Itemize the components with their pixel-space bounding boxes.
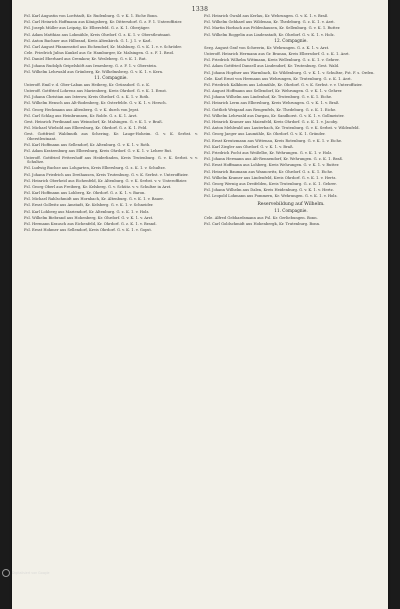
roster-entry: Fsl. Karl Lohberg aus Mariendorf, Kr. Altenburg. G. z. K. 1. v. Holz. [24, 209, 150, 214]
roster-entry: Cele. Alfred Gebhardsmann aus Fsl. Kr. Gerliebungen. Bonn. [204, 216, 318, 221]
roster-entry: Fsl. Georg Jaeger aus Laumühle, Kr. Ohrdorf. G. v. K. 1. Gründer. [204, 132, 326, 137]
roster-entry: Fsl. Wilhelm Kramer aus Lindenfeld, Kreis Ohrdorf. G. v. K. 1. v. Hertz. [204, 175, 337, 180]
roster-entry: Fsl. Karl Hoffmann aus Lohberg, Kr. Ohrdorf. G. z. K. 1. v. Baron. [24, 191, 146, 196]
roster-entry: Fsl. Ernst Kreutzmann aus Wittenau, Kreis Rotenburg. G. v. K. 1. v. Eiche. [204, 138, 343, 143]
section-heading: 12. Compagnie. [274, 38, 308, 44]
roster-entry: Fsl. Wilhelm Hensch aus Alt-Bodenberg, Kr. Osterfelde. G. v. K. 1. v. Hersch. [24, 101, 167, 106]
roster-entry: Fsl. Johann Wilhelm aus Dalen, Kreis Heidenburg. G. v. K. 1. v. Hertz. [204, 188, 334, 193]
roster-entry: Fsl. Karl Augustin von Loefstadt, Kr. Rudenburg. G. v. K. 1. Eiche Bonn. [24, 14, 158, 18]
roster-entry: Fsl. Leopold Lohmann aus Pommern, Kr. Wehrungen. G. v. K. 1. v. Holz. [204, 194, 338, 199]
roster-entry: Fsl. Carl August Pfannenstiel aus Eichendorf, Kr. Malsburg. G. v. K. 1. v. v. Schröder. [24, 44, 182, 49]
roster-entry: Gest. Heinrich Ferdinand aus Weinsdorf, Kr. Malsingen. G. v. K. 1. v. Braß. [24, 120, 163, 124]
roster-entry: Fsl. Wilhelm Roggelin aus Lindenstadt, Kr. Ohrdorf. G. v. K. 1. v. Holz. [204, 32, 335, 37]
roster-entry: Fsl. Carl Goldschmidt aus Hohenbergk, Kr. Trutenburg. Bonn. [204, 222, 321, 227]
roster-entry: Fsl. Johann Hermann aus Alt-Rennendorf, Kr. Wehrungen. G. z. K. 1. Braß. [204, 157, 344, 162]
roster-entry: Fsl. Johann Wilhelm aus Lindenhof, Kr. Trutenburg. G. v. K. 1. Eiche. [204, 95, 333, 100]
roster-entry: Fsl. Anton Mehlwald aus Lauterbach, Kr. Trutenburg. G. v. K. Serbst. v. Wildenfeld. [204, 126, 360, 131]
roster-entry: Fsl. Heinrich Baumann aus Wannowitz, Kr. Ohrdorf. G. z. K. 1. Eiche. [204, 169, 334, 174]
section-heading: 11. Compagnie. [94, 75, 128, 81]
roster-entry: Cele. Friedrich Julius Kunkel aus Gr. Hamburger, Kr. Malsingen. G. z. F. 1. Brod. [24, 51, 175, 56]
roster-entry: Fsl. Heinrich Oberheid aus Eichenfeld, Kr. Altenburg. G. v. K. Serbst. v. v. Unteroffizier. [24, 178, 188, 183]
roster-entry: Fsl. Wilhelm Biebrand aus Hohenberg, Kr. Ohrdorf. G. v. K. 1. v. Arzt. [24, 215, 154, 220]
roster-entry: Fsl. Friedrich Kalkborn aus Lohmühle, Kr. Ohrdorf. G. v. K. Serbst. v. v. Unteroffizier. [204, 82, 363, 87]
left-column [24, 14, 198, 234]
page-number: 1338 [191, 6, 209, 13]
roster-entry: Fsl. Ernst Hohmer aus Sellendorf, Kreis Ohrdorf. G. v. K. 1. v. Gopst. [24, 228, 152, 233]
roster-entry: Fsl. Joseph Müller aus Leipzig, Kr. Elbersfeld. G. z. K. 1. Oberjäger. [24, 26, 150, 31]
roster-entry: Fsl. Johann Christian aus Isterow, Kreis Ohrdorf. G. z. K. 1. v. Roth. [24, 95, 150, 100]
roster-entry: Fsl. Adam Matthias aus Lohmühle, Kreis Ohrdorf. G. z. K. 1. v. Oberstleutnant. [24, 32, 172, 37]
roster-entry: Fsl. Michael Rahlschmidt aus Hornbach, Kr. Altenburg. G. v. K. 1. v. Bauer. [24, 197, 164, 202]
roster-entry: Fsl. Adam Kratzenburg aus Elbersburg, Kreis Ohrdorf. G. v. K. 1. v. Lehrer Rut. [24, 149, 173, 154]
roster-entry: Fsl. Heinrich Gwald aus Kerlau, Kr. Wehrungen. G. v. K. 1. v. Braß. [204, 14, 329, 18]
roster-entry: Fsl. Ernst Hoffmann aus Lohberg, Kreis Wehrungen. G. v. K. 1. v. Rutter. [204, 163, 340, 168]
roster-entry: Fsl. Heinrich Lerm aus Elbersburg, Kreis Wehrungen. G. v. K. 1. v. Braß. [204, 101, 340, 106]
roster-entry: Fsl. Wilhelm Lehrwald aus Grünberg, Kr. Wilhelmsberg. G. v. K. 1. v. Kern. [24, 69, 164, 74]
roster-entry: Unteroff. Heinrich Hermann aus Gr. Branau, Kreis Elbersdorf. G. z. K. 1. Arzt. [204, 51, 350, 56]
roster-entry: Fsl. Ernst Gollwitz aus Amstadt, Kr. Kelsberg. G. v. K. 1. v. Schneider. [24, 203, 154, 208]
roster-entry: Fsl. Karl Hoffmann aus Sellendorf, Kr. Altenburg. G. v. K. 1. v. Roth. [24, 143, 151, 148]
watermark-logo-icon [2, 569, 10, 577]
roster-entry: Fsl. Georg Heckmann aus Altenberg. G. v. K. durch von Jepst. [24, 107, 140, 112]
roster-entry: Serg. August Graf von Schwerin, Kr. Wehrungen. G. z. K. 1. v. Arzt. [204, 45, 330, 50]
roster-entry: Unteroff. Gottfried Lohrenz aus Marienberg, Kreis Ohrdorf. G. v. K. 1. Ernst. [24, 89, 168, 94]
roster-entry: Fsl. Anton Bachner aus Hilbrand, Kreis Altenkirch. G. 1. J. 1. v. Karl. [24, 38, 152, 43]
roster-entry: Fsl. Michael Wiebold aus Elbersburg, Kr. Ohrdorf. G. z. K. 1. Feld. [24, 126, 148, 131]
roster-entry: Fsl. Gottlieb Weigand aus Rengenfels, Kr. Thedeburg. G. z. K. 1. Eiche. [204, 107, 337, 112]
roster-entry: Fsl. Johann Rudolph Geipelshöft aus Irmesberg. G. z. F. 1. v. Oberstein. [24, 63, 158, 68]
watermark [2, 568, 62, 578]
roster-entry: Gest. Gottfried Waldmuth aus Schering, Kr. Lauge-Hoheim. G. v. K. Serbst. v. Oberstleutnant. [24, 132, 198, 141]
right-column [204, 14, 378, 228]
roster-entry: Fsl. Georg Wernig aus Dreifelden, Kreis Trutenburg. G. z. K. 1. Gehrer. [204, 181, 337, 186]
section-heading: 11. Compagnie. [274, 208, 308, 214]
watermark-text: Digitalisiert von Google [12, 571, 50, 575]
roster-entry: Fsl. Adam Gottfried Dansell aus Lindendorf, Kr. Trutenburg. Gest. Wald. [204, 64, 340, 69]
roster-entry: Fsl. Karl Ziegler aus Ohrdorf. G. v. K. 1. v. Braß. [204, 144, 294, 149]
roster-entry: Fsl. Friedrich Pocht aus Weißelbe, Kr. Wehrungen. G. v. K. 1. v. Holz. [204, 150, 333, 155]
section-heading: Reservebildung auf Wilhelm. [257, 201, 325, 207]
roster-entry: Fsl. Friedrich Wilhelm Wittmann, Kreis Wellenburg. G. z. K. 1. v. Gehrer. [204, 58, 340, 63]
roster-entry: Unteroff. Gottfried Fettershoff aus Heiderlinden, Kreis Trutenburg. G. v. K. Serbst. v. v. Schultze. [24, 155, 198, 165]
roster-entry: Fsl. Wilhelm Lehrwald aus Dargau, Kr. Sandhorst. G. v. K. 1. v. Gollmeister. [204, 113, 345, 118]
roster-entry: Fsl. Martin Horbach aus Feldenhausen, Kr. Sellenburg. G. v. K. 1. Rutter. [204, 26, 341, 31]
roster-entry: Fsl. Wilhelm Gebhard aus Wildenau, Kr. Thedeburg. G. z. K. 1. v. Arzt. [204, 20, 335, 25]
roster-entry: Fsl. August Hoffmann aus Sellendorf, Kr. Wehrungen. G. v. K. 1. v. Gehrer. [204, 89, 343, 94]
roster-entry: Fsl. Hermann Krausch aus Eichenfeld, Kr. Ohrdorf. G. z. K. 1. v. Brand. [24, 222, 157, 226]
roster-entry: Fsl. Ludwig Buchse aus Lohgarten, Kreis Elbersburg. G. z. K. 1. v. Schultze. [24, 166, 166, 171]
roster-entry: Fsl. Johann Friedrich aus Dreihausen, Kreis Trutenburg. G. v. K. Serbst. v. Unteroffizier. [24, 172, 189, 177]
roster-entry: Fsl. Carl Heinrich Hoffmann aus Königsberg, Kr. Dittersdorf. G. z. F. 1. Unteroffizier. [24, 20, 183, 25]
roster-entry: Unteroff. Emil v. d. Ober-Laban aus Heiberg, Kr. Grünsdorf. G. z. K. [24, 82, 151, 87]
roster-entry: Fsl. Johann Hopfner aus Warmbach, Kr. Wildenburg. G. v. K. 1. v. Schultze, Fst. F. s. Orden. [204, 70, 375, 75]
roster-entry: Fsl. Daniel Eberhard aus Cremkow, Kr. Wesleberg. G. v. K. 1. Rut. [24, 57, 147, 62]
roster-entry: Fsl. Carl Schlag aus Heinbrunnen, Kr. Rolde. G. z. K. 1. Arzt. [24, 113, 138, 118]
roster-entry: Fsl. Georg Oberl aus Freiberg, Kr. Kelsberg. G. v. Schütz. v. v. Schultze in Arzt. [24, 184, 172, 189]
roster-entry: Fsl. Heinrich Kramer aus Maienfeld, Kreis Ohrdorf. G. z. K. 1. v. Jacoby. [204, 120, 338, 124]
document-page [12, 0, 388, 609]
roster-entry: Cele. Karl Ernst von Hermann aus Wehrungen, Kr. Trutenburg. G. z. K. 1. Arzt. [204, 76, 352, 81]
